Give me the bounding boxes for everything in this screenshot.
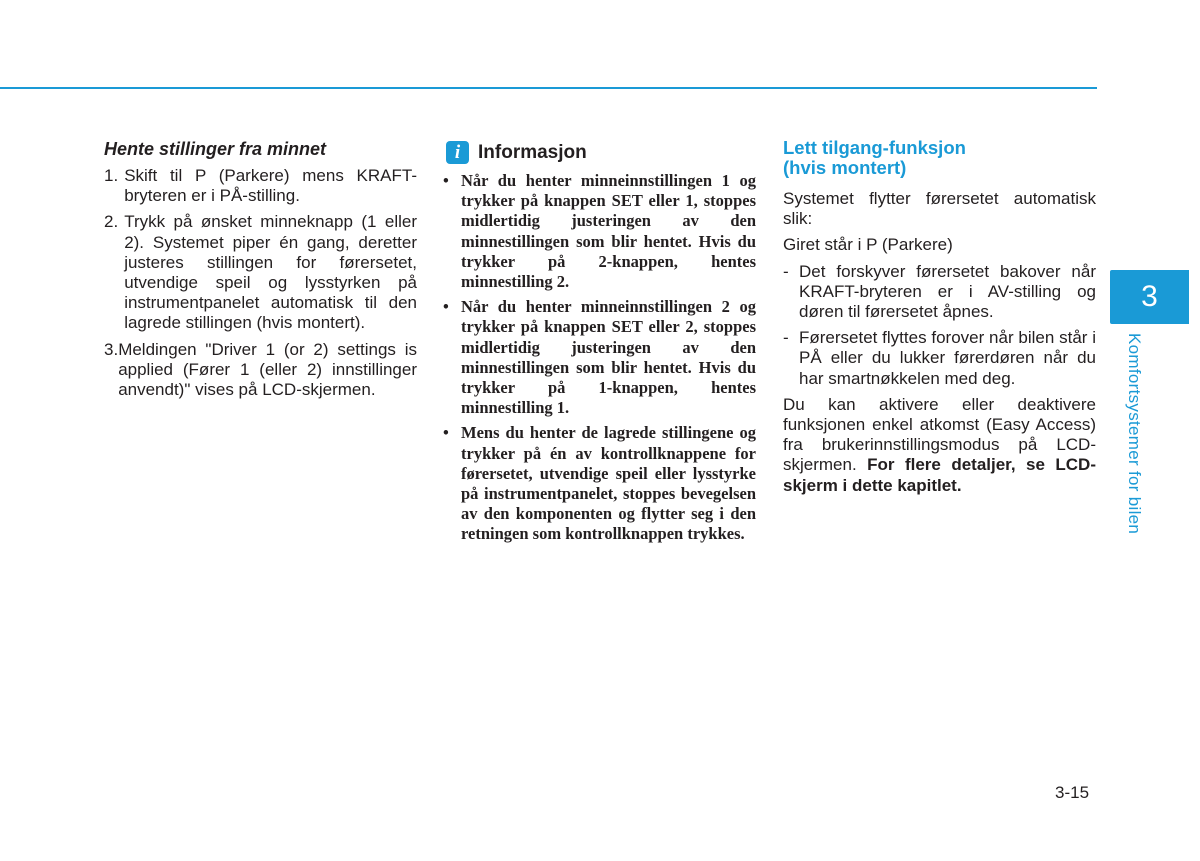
info-bullet-list	[443, 171, 756, 545]
memory-step	[104, 166, 417, 206]
step-number: 1.	[104, 166, 119, 185]
step-text: Trykk på ønsket minneknapp (1 eller 2). Systemet piper én gang, deretter justeres stillingen for førersetet, utvendige speil og lysstyrken på instrumentpanelet automatisk til den lagrede stillingen (hvis montert).	[124, 212, 417, 333]
easy-access-title-line1: Lett tilgang-funksjon	[783, 137, 966, 158]
info-bullet	[443, 171, 756, 292]
closing-reference: For flere detaljer, se LCD-skjerm i dette kapitlet.	[783, 455, 1096, 495]
column-information	[443, 138, 756, 550]
easy-access-title	[783, 138, 1096, 178]
info-bullet	[443, 423, 756, 544]
info-icon: i	[446, 141, 469, 164]
bullet-dot-icon: •	[443, 297, 449, 317]
step-number: 2.	[104, 212, 119, 232]
dash-item	[783, 262, 1096, 323]
memory-steps-list	[104, 166, 417, 400]
info-bullet-text: Når du henter minneinnstillingen 2 og trykker på knappen SET eller 2, stoppes midlertidig justeringen av den minnestillingen som blir hentet. Hvis du trykker på 1-knappen, hentes minnestilling 1.	[461, 297, 756, 418]
header-rule	[0, 87, 1097, 89]
info-bullet-text: Når du henter minneinnstillingen 1 og trykker på knappen SET eller 1, stoppes midlertidig justeringen av den minnestillingen som blir hentet. Hvis du trykker på 2-knappen, hentes minnestilling 2.	[461, 171, 756, 292]
dash-marker: -	[783, 328, 789, 348]
info-bullet-text: Mens du henter de lagrede stillingene og trykker på én av kontrollknappene for førersetet, utvendige speil eller lysstyrke på instrumentpanelet, stoppes bevegelsen av den komponenten og flytter seg i den retningen som kontrollknappen trykkes.	[461, 423, 756, 544]
info-title: Informasjon	[478, 141, 587, 163]
dash-marker: -	[783, 261, 789, 281]
memory-step	[104, 340, 417, 401]
bullet-dot-icon: •	[443, 171, 449, 190]
gear-condition: Giret står i P (Parkere)	[783, 235, 953, 255]
info-header	[446, 141, 756, 164]
step-number: 3.	[104, 339, 119, 359]
chapter-tab: 3	[1110, 270, 1189, 324]
memory-recall-heading: Hente stillinger fra minnet	[104, 139, 327, 159]
easy-access-dash-list	[783, 262, 1096, 389]
dash-item	[783, 328, 1096, 389]
dash-item-text: Førersetet flyttes forover når bilen står i PÅ eller du lukker førerdøren når du har smartnøkkelen med deg.	[799, 328, 1096, 388]
bullet-dot-icon: •	[443, 423, 449, 443]
memory-step	[104, 212, 417, 333]
easy-access-closing	[783, 395, 1096, 496]
dash-item-text: Det forskyver førersetet bakover når KRAFT-bryteren er i AV-stilling og døren til førersetet åpnes.	[799, 261, 1096, 322]
chapter-side-label: Komfortsystemer for bilen	[1125, 333, 1144, 535]
step-text: Meldingen "Driver 1 (or 2) settings is applied (Fører 1 (eller 2) innstillinger anvendt)" vises på LCD-skjermen.	[118, 339, 417, 400]
page-number: 3-15	[1055, 783, 1090, 802]
easy-access-title-line2: (hvis montert)	[783, 157, 907, 178]
step-text: Skift til P (Parkere) mens KRAFT-bryteren er i PÅ-stilling.	[124, 166, 417, 206]
column-easy-access	[783, 138, 1096, 502]
easy-access-intro: Systemet flytter førersetet automatisk slik:	[783, 189, 1096, 229]
column-memory-recall	[104, 138, 417, 406]
closing-text: Du kan aktivere eller deaktivere funksjonen enkel atkomst (Easy Access) fra brukerinnstillingsmodus på LCD-skjermen.	[783, 394, 1096, 475]
info-bullet	[443, 297, 756, 418]
